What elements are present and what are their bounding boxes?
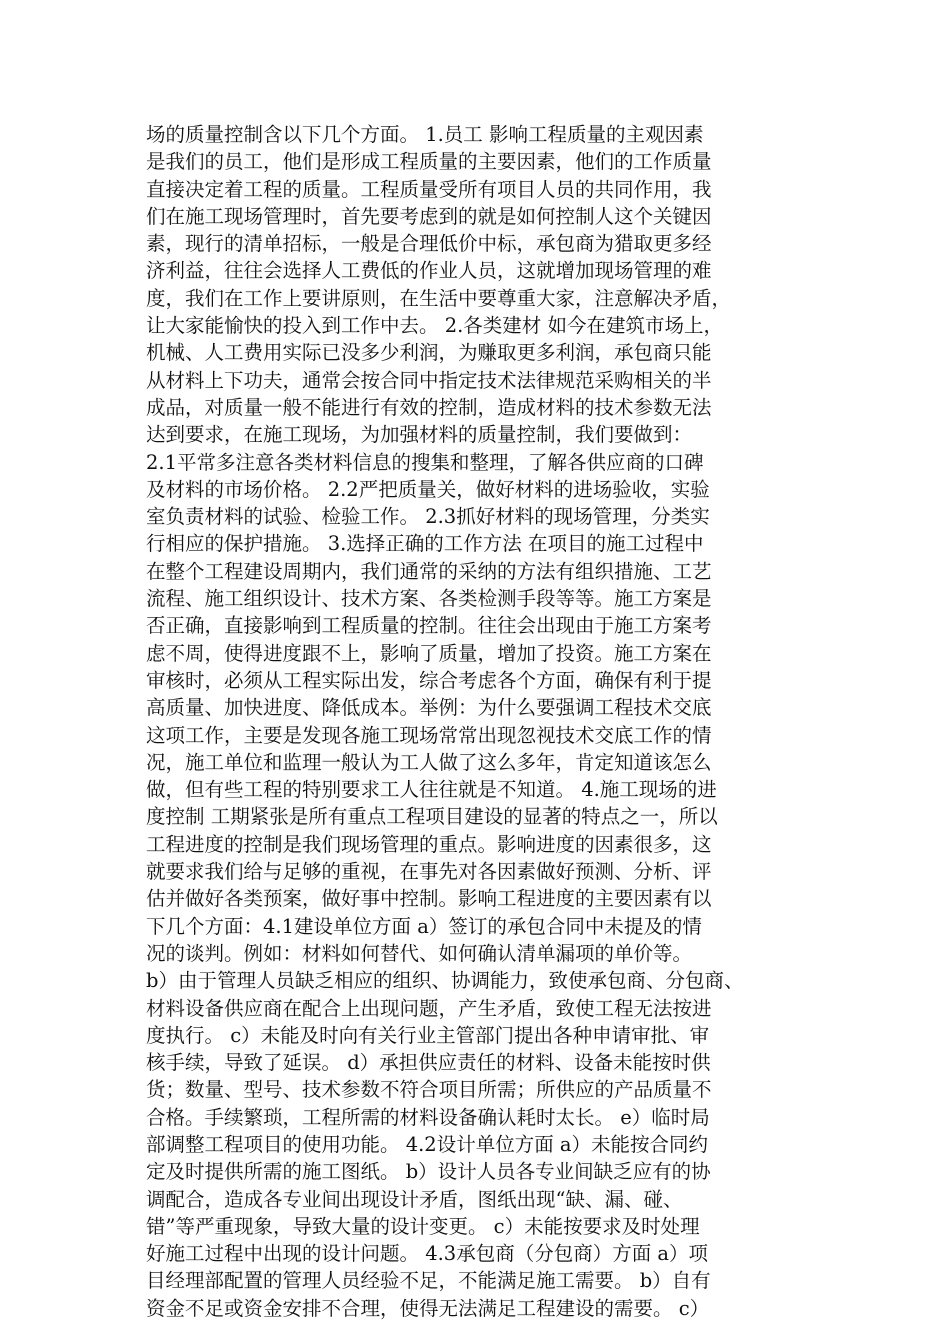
- text-line: 好施工过程中出现的设计问题。 4.3承包商（分包商）方面 a）项: [146, 1242, 709, 1266]
- text-line: 度执行。 c）未能及时向有关行业主管部门提出各种申请审批、审: [146, 1023, 710, 1047]
- text-line: 合格。手续繁琐，工程所需的材料设备确认耗时太长。 e）临时局: [146, 1105, 710, 1129]
- text-line: 及材料的市场价格。 2.2严把质量关，做好材料的进场验收，实验: [146, 477, 710, 501]
- text-line: 工程进度的控制是我们现场管理的重点。影响进度的因素很多，这: [146, 832, 712, 856]
- text-line: 货；数量、型号、技术参数不符合项目所需；所供应的产品质量不: [146, 1078, 712, 1102]
- text-line: 资金不足或资金安排不合理，使得无法满足工程建设的需要。 c）: [146, 1296, 710, 1320]
- text-line: 们在施工现场管理时，首先要考虑到的就是如何控制人这个关键因: [146, 204, 712, 228]
- text-line: 定及时提供所需的施工图纸。 b）设计人员各专业间缺乏应有的协: [146, 1160, 711, 1184]
- text-line: 素，现行的清单招标，一般是合理低价中标，承包商为猎取更多经: [146, 232, 712, 256]
- text-line: 达到要求，在施工现场，为加强材料的质量控制，我们要做到：: [146, 423, 693, 447]
- text-line: 是我们的员工，他们是形成工程质量的主要因素，他们的工作质量: [146, 150, 712, 174]
- text-line: 虑不周，使得进度跟不上，影响了质量，增加了投资。施工方案在: [146, 641, 712, 665]
- text-line: 流程、施工组织设计、技术方案、各类检测手段等等。施工方案是: [146, 587, 712, 611]
- text-line: 在整个工程建设周期内，我们通常的采纳的方法有组织措施、工艺: [146, 559, 712, 583]
- text-line: 材料设备供应商在配合上出现问题，产生矛盾，致使工程无法按进: [146, 996, 712, 1020]
- text-line: 目经理部配置的管理人员经验不足，不能满足施工需要。 b）自有: [146, 1269, 711, 1293]
- text-line: 度，我们在工作上要讲原则，在生活中要尊重大家，注意解决矛盾，: [146, 286, 732, 310]
- text-line: 调配合，造成各专业间出现设计矛盾，图纸出现“缺、漏、碰、: [146, 1187, 683, 1211]
- text-line: 高质量、加快进度、降低成本。举例：为什么要强调工程技术交底: [146, 696, 712, 720]
- text-line: 机械、人工费用实际已没多少利润，为赚取更多利润，承包商只能: [146, 341, 712, 365]
- text-line: 况，施工单位和监理一般认为工人做了这么多年，肯定知道该怎么: [146, 750, 712, 774]
- text-line: 估并做好各类预案，做好事中控制。影响工程进度的主要因素有以: [146, 887, 712, 911]
- text-line: 济利益，往往会选择人工费低的作业人员，这就增加现场管理的难: [146, 259, 712, 283]
- text-line: 成品，对质量一般不能进行有效的控制，造成材料的技术参数无法: [146, 395, 712, 419]
- body-text: [146, 121, 826, 1322]
- text-line: 否正确，直接影响到工程质量的控制。往往会出现由于施工方案考: [146, 614, 712, 638]
- text-line: b）由于管理人员缺乏相应的组织、协调能力，致使承包商、分包商、: [146, 969, 744, 993]
- text-line: 直接决定着工程的质量。工程质量受所有项目人员的共同作用，我: [146, 177, 712, 201]
- text-line: 这项工作，主要是发现各施工现场常常出现忽视技术交底工作的情: [146, 723, 712, 747]
- text-line: 行相应的保护措施。 3.选择正确的工作方法 在项目的施工过程中: [146, 532, 704, 556]
- text-line: 就要求我们给与足够的重视，在事先对各因素做好预测、分析、评: [146, 860, 712, 884]
- text-line: 室负责材料的试验、检验工作。 2.3抓好材料的现场管理，分类实: [146, 505, 710, 529]
- text-line: 审核时，必须从工程实际出发，综合考虑各个方面，确保有利于提: [146, 668, 712, 692]
- text-line: 2.1平常多注意各类材料信息的搜集和整理，了解各供应商的口碑: [146, 450, 704, 474]
- text-line: 况的谈判。例如：材料如何替代、如何确认清单漏项的单价等。: [146, 941, 693, 965]
- text-line: 错”等严重现象，导致大量的设计变更。 c）未能按要求及时处理: [146, 1214, 700, 1238]
- text-line: 部调整工程项目的使用功能。 4.2设计单位方面 a）未能按合同约: [146, 1132, 709, 1156]
- text-line: 做，但有些工程的特别要求工人往往就是不知道。 4.施工现场的进: [146, 778, 717, 802]
- text-line: 核手续，导致了延误。 d）承担供应责任的材料、设备未能按时供: [146, 1051, 711, 1075]
- text-line: 场的质量控制含以下几个方面。 1.员工 影响工程质量的主观因素: [146, 123, 704, 146]
- text-line: 下几个方面：4.1建设单位方面 a）签订的承包合同中未提及的情: [146, 914, 702, 938]
- text-line: 度控制 工期紧张是所有重点工程项目建设的显著的特点之一，所以: [146, 805, 718, 829]
- text-line: 让大家能愉快的投入到工作中去。 2.各类建材 如今在建筑市场上，: [146, 314, 724, 338]
- text-line: 从材料上下功夫，通常会按合同中指定技术法律规范采购相关的半: [146, 368, 712, 392]
